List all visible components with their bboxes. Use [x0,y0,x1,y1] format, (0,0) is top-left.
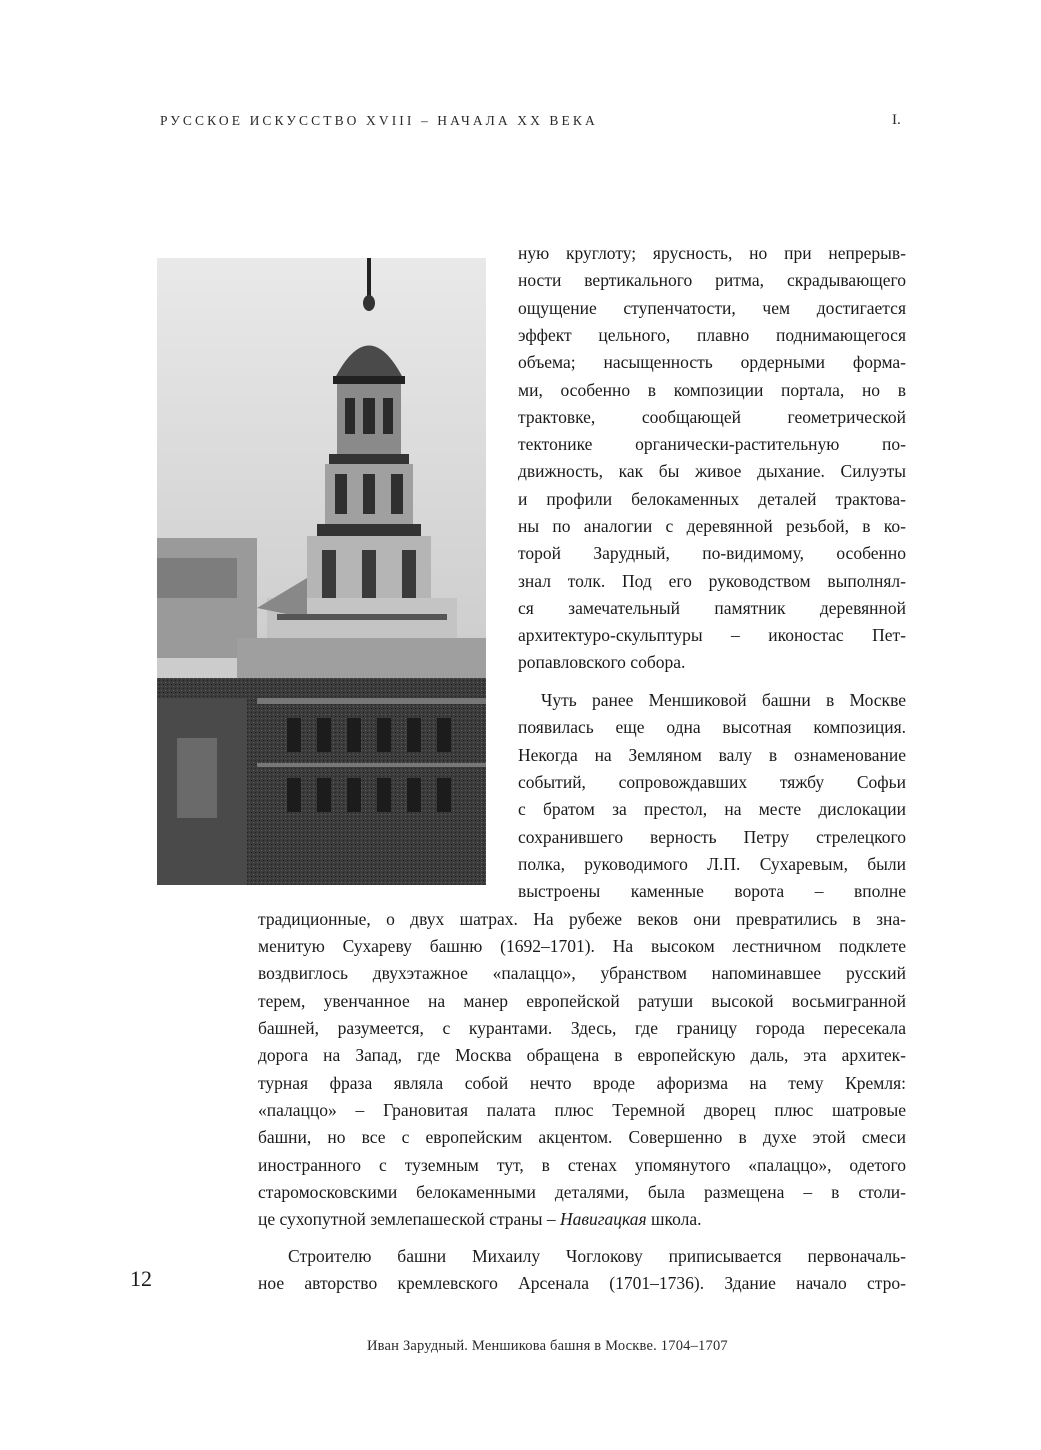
text-line: иностранного с туземным тут, в стенах упомянутого «палаццо», одетого [258,1155,906,1175]
text-line: объема; насыщенность ордерными форма- [518,352,906,372]
text-line: ощущение ступенчатости, чем достигается [518,298,906,318]
text-line: выстроены каменные ворота – вполне [518,881,906,901]
italic-word: Навигацкая [559,1209,647,1229]
text-line: «палаццо» – Грановитая палата плюс Теремной дворец плюс шатровые [258,1100,906,1120]
text-line: Строителю башни Михаилу Чоглокову приписывается первоначаль- [288,1246,906,1266]
page-number: 12 [130,1266,152,1291]
text-line: ны по аналогии с деревянной резьбой, в ко- [518,516,906,536]
text-line: эффект цельного, плавно поднимающегося [518,325,906,345]
text-line: архитектуро-скульптуры – иконостас Пет- [518,625,906,645]
text-line: ное авторство кремлевского Арсенала (1701–1736). Здание начало стро- [258,1273,906,1293]
text-line: торой Зарудный, по-видимому, особенно [518,543,906,563]
text-line: ропавловского собора. [518,652,686,672]
running-header: РУССКОЕ ИСКУССТВО XVIII – НАЧАЛА XX ВЕКА [160,113,598,128]
text-line: полка, руководимого Л.П. Сухаревым, были [518,854,906,874]
text-line: сохранившего верность Петру стрелецкого [518,827,906,847]
text-line: менитую Сухареву башню (1692–1701). На высоком лестничном подклете [258,936,906,956]
text-line: трактовке, сообщающей геометрической [518,407,906,427]
chapter-mark: I. [892,112,901,128]
text-line: башней, разумеется, с курантами. Здесь, где границу города пересекала [258,1018,906,1038]
figure-caption: Иван Зарудный. Меншикова башня в Москве. 1704–1707 [367,1338,728,1354]
text-line: Чуть ранее Меншиковой башни в Москве [541,690,906,710]
text-line: ную круглоту; ярусность, но при непрерыв- [518,243,906,263]
text-line: тектонике органически-растительную по- [518,434,906,454]
text-line: событий, сопровождавших тяжбу Софьи [518,772,906,792]
text-segment: це сухопутной землепашеской страны – [258,1209,560,1229]
text-line: ми, особенно в композиции портала, но в [518,380,906,400]
tower-photo [157,258,486,885]
text-line: ся замечательный памятник деревянной [518,598,906,618]
text-line: турная фраза являла собой нечто вроде афоризма на тему Кремля: [258,1073,906,1093]
text-line: движность, как бы живое дыхание. Силуэты [518,461,906,481]
text-line [258,1206,906,1233]
text-segment: школа. [646,1209,702,1229]
text-line: старомосковскими белокаменными деталями, была размещена – в столи- [258,1182,906,1202]
text-line: и профили белокаменных деталей трактова- [518,489,906,509]
text-line: знал толк. Под его руководством выполнял- [518,571,906,591]
text-line: башни, но все с европейским акцентом. Совершенно в духе этой смеси [258,1127,906,1147]
text-line: с братом за престол, на месте дислокации [518,799,906,819]
text-line: традиционные, о двух шатрах. На рубеже веков они превратились в зна- [258,909,906,929]
text-line: Некогда на Земляном валу в ознаменование [518,745,906,765]
text-line: появилась еще одна высотная композиция. [518,717,906,737]
tower-photo-drawing [157,258,486,885]
text-line: терем, увенчанное на манер европейской ратуши высокой восьмигранной [258,991,906,1011]
text-line: ности вертикального ритма, скрадывающего [518,270,906,290]
text-line: дорога на Запад, где Москва обращена в европейскую даль, эта архитек- [258,1045,906,1065]
text-line: воздвиглось двухэтажное «палаццо», убранством напоминавшее русский [258,963,906,983]
